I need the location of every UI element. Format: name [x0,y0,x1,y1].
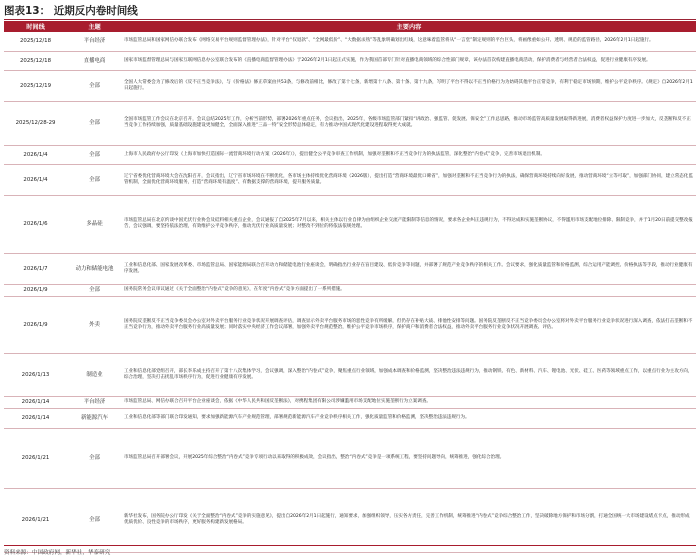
table-row [4,428,696,488]
row-topic: 全部 [67,70,122,101]
row-date: 2026/1/14 [4,408,67,428]
row-topic: 平台经济 [67,396,122,408]
row-content: 市场监管总局、网信办联合召开平台企业座谈会，依据《中华人民共和国反垄断法》，对携程集团有限公司涉嫌滥用市场支配地位实施垄断行为立案调查。 [122,396,696,408]
header-date: 时间线 [4,21,67,32]
row-date: 2026/1/4 [4,164,67,195]
table-row [4,32,696,51]
table-row [4,396,696,408]
table-row [4,284,696,296]
table-row [4,488,696,552]
row-date: 2025/12/28-29 [4,101,67,145]
row-content: 全国人大常委会为了修改后的《反不正当竞争法》，与《价格法》修正草案由共53条，与修改前相比，修改了第十七条，新增第十八条、第十条、第十九条，写明了平台不得以不正当价格行为为妨碍其他平台正常竞争，有利于稳定市场预期，维护公平竞争秩序。《规定》自2026年2月1日起施行。 [122,70,696,101]
table-row [4,296,696,353]
table-row [4,408,696,428]
header-topic: 主题 [67,21,122,32]
row-date: 2026/1/7 [4,253,67,284]
row-topic: 全部 [67,488,122,552]
row-content: 新华社发布，国务院办公厅印发《关于全面整治“内卷式”竞争的实施意见》，提出自2026年2月1日起施行，通知要求，加强组织领导，压实各方责任，完善工作机制，统筹推进“内卷式”竞争综合整治工作，坚决破除地方保护和市场分割，打通全国统一大市场建设堵点卡点，推动形成优质优价、良性竞争的市场秩序，更好服务构建新发展格局。 [122,488,696,552]
table-row [4,195,696,253]
row-date: 2026/1/13 [4,353,67,396]
row-content: 国务院常务会议审议通过《关于全面整治“内卷式”竞争的意见》，在年度“内卷式”竞争方面提出了一系列措施。 [122,284,696,296]
row-topic: 新能源汽车 [67,408,122,428]
row-date: 2026/1/14 [4,396,67,408]
row-content: 市场监管总局和国家网信办联合发布《网络交易平台规则监督管理办法》，针对平台“仅退款”、“全网最低价”、“大数据杀熟”等乱象明确划出红线，这意味着监管将从“一言堂”制定规则的平台巨头，将画像重如公开、透明、规范的监管路径，2026年2月1日起施行。 [122,32,696,51]
row-date: 2026/1/9 [4,284,67,296]
row-content: 上海市人民政府办公厅印发《上海市加快打造国际一流营商环境行动方案（2026年）》，提出健全公平竞争审查工作机制，加强对垄断和不正当竞争行为的执法监管，深化整治“内卷式”竞争，完善市场退出机制。 [122,145,696,164]
row-topic: 制造业 [67,353,122,396]
row-topic: 全部 [67,145,122,164]
row-date: 2025/12/18 [4,32,67,51]
row-content: 工业和信息化部党组召开，部长李乐成主持召开了第十八次集体学习，会议强调，深入整治“内卷式”竞争，聚焦重点行业领域，加强成本调查和价格监测，坚决整治违法违规行为，推动钢铁、有色、新材料、汽车、锂电池、光伏、硅工、医药等领域重点工作，以重点行业为主攻方向，综合治理，坚决打击扰乱市场秩序行为，促进行业健康有序发展。 [122,353,696,396]
row-date: 2026/1/21 [4,488,67,552]
row-content: 国务院反垄断反不正当竞争委员会办公室对外卖平台服务行业竞争状况开展调查评估，调查显示外卖平台服务市场的恶性竞争有所缓解，但仍存在补贴大战、排他性安排等问题。国务院反垄断反不正当竞争委员会办公室将对外卖平台服务行业竞争状况进行深入调查，依法打击垄断和不正当竞争行为，推动外卖平台服务行业高质量发展；同时落实中央经济工作会议部署，加强外卖平台规范整治，维护公平竞争市场秩序，保护商户和消费者合法权益，推动外卖平台服务行业竞争状况开展调查、评估。 [122,296,696,353]
source-note-text: 资料来源：中国政府网，新华社，华泰研究 [4,550,111,556]
row-topic: 外卖 [67,296,122,353]
row-content: 工业和信息化部等部门联合印发通知，要求加强新能源汽车产业规范管理，部署规范新能源汽车产业竞争秩序相关工作，强化质量监管和价格监测，坚决整治违法违规行为。 [122,408,696,428]
row-topic: 全部 [67,284,122,296]
row-content: 市场监管总局召开部署会议，开展2025年综合整治“内卷式”竞争专项行动以来取得的积极成效，会议指出，整治“内卷式”竞争是一项系统工程，要坚持问题导向，统筹推进，强化综合治理。 [122,428,696,488]
table-header-row [4,21,696,32]
row-topic: 直播电商 [67,51,122,70]
row-date: 2026/1/6 [4,195,67,253]
row-content: 国家市场监督管理总局与国家互联网信息办公室联合发布的《直播电商监督管理办法》于2026年2月1日起正式实施，作为我国首部专门针对直播电商领域的综合性部门规章，该办法首次构建直播电商活动，保护消费者与经营者合法权益，促进行业健康有序发展。 [122,51,696,70]
row-topic: 动力和储能电池 [67,253,122,284]
row-content: 辽宁省委优化营商环境大会在沈阳召开，会议指出，辽宁省市场环境在不断优化，各市场主体持续优化营商环境（2026版），提出打造“营商环境最优口碑省”，加强对垄断和不正当竞争行为的执法，确保营商环境持续向好发展，推动营商环境“立等可取”，加强部门协同，建立常态化监管机制，全面优化营商环境服务，打造“营商环境有温度”、有数据支撑的营商环境，提升服务质量。 [122,164,696,195]
table-row [4,101,696,145]
row-topic: 全部 [67,101,122,145]
header-content: 主要内容 [122,21,696,32]
row-topic: 多晶硅 [67,195,122,253]
row-content: 市场监管总局在北京约谈中国光伏行业协会及硅料相关重点企业，会议通报了自2025年7月以来，相关主体以行业自律为由组织企业交流产能限制等信息的情况，要求各企业纠正违规行为，不得达成和实施垄断协议，不得滥用市场支配地位排除、限制竞争，并于1月20日前提交整改报告，会议强调，要坚持依法治理，有效维护公平竞争秩序，推动光伏行业高质量发展；对整改不到位的将依法依规处理。 [122,195,696,253]
figure-title-text: 图表13： 近期反内卷时间线 [4,5,138,17]
row-topic: 全部 [67,428,122,488]
row-date: 2025/12/18 [4,51,67,70]
row-date: 2026/1/21 [4,428,67,488]
table-row [4,51,696,70]
row-content: 工业和信息化部、国家发展改革委、市场监管总局、国家能源局联合召开动力和储能电池行业座谈会，明确指出行业存在盲目建设、低价竞争等问题，并部署了规范产业竞争秩序的相关工作。会议要求，强化质量监管和价格监测，综合运用产能调控、价格执法等手段，推动行业健康有序发展。 [122,253,696,284]
table-row [4,145,696,164]
row-date: 2026/1/4 [4,145,67,164]
table-row [4,253,696,284]
row-content: 全国市场监管工作会议在北京召开，会议总结2025年工作，分析当前形势，部署2026年重点任务，会议指出，2025年，各级市场监管部门紧扣“讲政治、强监管、促发展、保安全”工作总思路，推动市场监管高质量发展取得新进展，消费者权益保护力度进一步加大，反垄断和反不正当竞争工作持续加强，质量基础设施建设更加健全，全面深入推进“三品一特”安全形势总体稳定，有力推动中国式现代化建设进程取得更大成就。 [122,101,696,145]
timeline-table [4,21,696,553]
row-topic: 平台经济 [67,32,122,51]
row-date: 2025/12/19 [4,70,67,101]
source-note [4,545,696,558]
figure-title [4,2,696,20]
table-row [4,353,696,396]
table-row [4,164,696,195]
row-topic: 全部 [67,164,122,195]
row-date: 2026/1/9 [4,296,67,353]
table-row [4,70,696,101]
